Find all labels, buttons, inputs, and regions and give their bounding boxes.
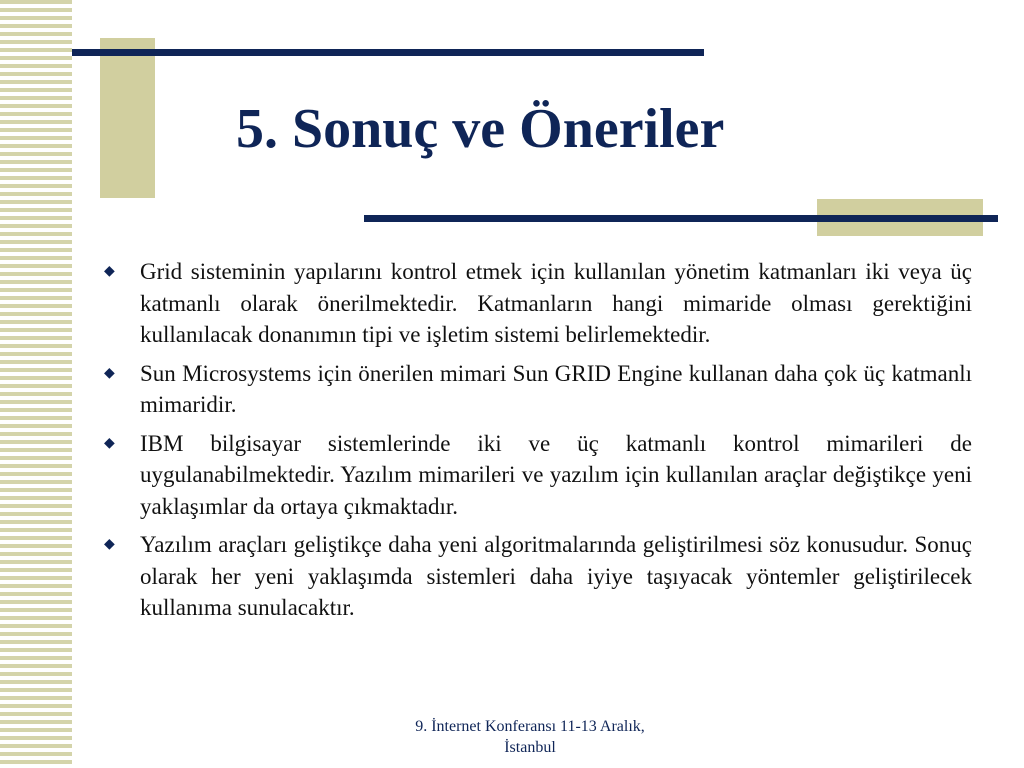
- diamond-icon: ◆: [104, 537, 115, 552]
- bullet-text: Yazılım araçları geliştikçe daha yeni algoritmalarında geliştirilmesi söz konusudur. Sonuç olarak her yeni yaklaşımda sistemleri daha iyiye taşıyacak yöntemler geliştirilecek kullanıma sunulacaktır.: [140, 532, 972, 620]
- bullet-text: IBM bilgisayar sistemlerinde iki ve üç katmanlı kontrol mimarileri de uygulanabilmektedir. Yazılım mimarileri ve yazılım için kullanılan araçlar değiştikçe yeni yaklaşımlar da ortaya çıkmaktadır.: [140, 430, 972, 519]
- bullet-item: [102, 256, 972, 351]
- bullet-item: [102, 428, 972, 523]
- footer-caption: [360, 716, 700, 758]
- footer-line-2: İstanbul: [504, 739, 556, 756]
- bullet-item: [102, 358, 972, 421]
- bottom-divider-line: [364, 215, 998, 222]
- bullet-item: [102, 529, 972, 624]
- bullet-text: Sun Microsystems için önerilen mimari Sun GRID Engine kullanan daha çok üç katmanlı mimaridir.: [140, 360, 972, 417]
- bullet-list: [102, 256, 972, 631]
- title-accent-block: [100, 38, 155, 198]
- left-stripe-decoration: [0, 0, 72, 768]
- bullet-text: Grid sisteminin yapılarını kontrol etmek için kullanılan yönetim katmanları iki veya üç katmanlı olarak önerilmektedir. Katmanların hangi mimaride olması gerektiğini kullanılacak donanımın tipi ve işletim sistemi belirlemektedir.: [140, 259, 972, 347]
- diamond-icon: ◆: [104, 365, 115, 381]
- footer-line-1: 9. İnternet Konferansı 11-13 Aralık,: [415, 718, 645, 735]
- diamond-icon: ◆: [104, 264, 115, 279]
- slide-title: 5. Sonuç ve Öneriler: [236, 98, 725, 160]
- top-divider-line: [72, 49, 704, 56]
- diamond-icon: ◆: [104, 435, 115, 451]
